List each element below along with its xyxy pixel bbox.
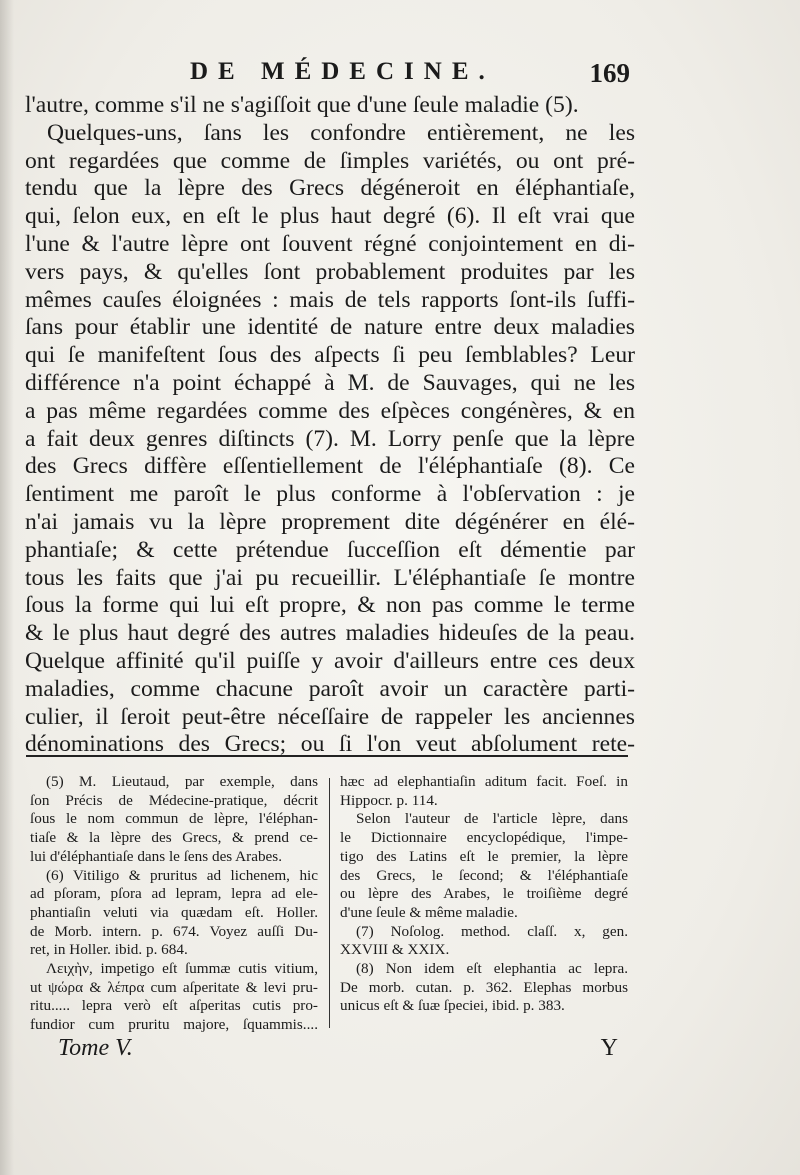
body-line: vers pays, & qu'elles ſont probablement produites par les bbox=[25, 258, 635, 285]
body-line: a fait deux genres diſtincts (7). M. Lorry penſe que la lèpre bbox=[25, 425, 635, 452]
body-line: qui, ſelon eux, en eſt le plus haut degré (6). Il eſt vrai que bbox=[25, 203, 635, 230]
body-line: l'autre, comme s'il ne s'agiſſoit que d'une ſeule maladie (5). bbox=[25, 92, 579, 118]
body-line: a pas même regardées comme des eſpèces congénères, & en bbox=[25, 397, 635, 424]
body-line: ſans pour établir une identité de nature entre deux maladies bbox=[25, 314, 635, 341]
footnote-line: phantiaſin veluti via quædam eſt. Holler. bbox=[30, 903, 318, 921]
footnote-line: ret, in Holler. ibid. p. 684. bbox=[30, 941, 188, 959]
footnotes-left-column bbox=[30, 773, 318, 1035]
body-line: tendu que la lèpre des Grecs dégéneroit en éléphantiaſe, bbox=[25, 175, 635, 202]
body-line: tous les faits que j'ai pu recueillir. L'éléphantiaſe ſe montre bbox=[25, 564, 635, 591]
footnote-column-divider bbox=[329, 778, 330, 1028]
signature-mark: Y bbox=[600, 1035, 618, 1061]
footnote-line: lui d'éléphantiaſe dans le ſens des Arabes. bbox=[30, 847, 282, 865]
footnote-rule bbox=[26, 755, 628, 757]
footnote-line: ſous le nom commun de lèpre, l'éléphan- bbox=[30, 810, 318, 828]
footnote-line: (6) Vitiligo & pruritus ad lichenem, hic bbox=[46, 866, 318, 884]
footnote-line: tigo des Latins eſt le premier, la lèpre bbox=[340, 847, 628, 865]
body-line: ſous la forme qui lui eſt propre, & non pas comme le terme bbox=[25, 592, 635, 619]
footnote-line: ſon Précis de Médecine-pratique, décrit bbox=[30, 791, 318, 809]
footnote-line: Hippocr. p. 114. bbox=[340, 791, 438, 809]
footnote-line: De morb. cutan. p. 362. Elephas morbus bbox=[340, 978, 628, 996]
body-line: ſentiment me paroît le plus conforme à l'obſervation : je bbox=[25, 481, 635, 508]
body-line: Quelques-uns, ſans les confondre entièrement, ne les bbox=[47, 119, 635, 146]
footnote-line: (7) Noſolog. method. claſſ. x, gen. bbox=[356, 922, 628, 940]
footnote-line: de Morb. intern. p. 674. Voyez auſſi Du- bbox=[30, 922, 318, 940]
footnote-line: Λειχὴν, impetigo eſt ſummæ cutis vitium, bbox=[46, 960, 318, 978]
body-line: maladies, comme chacune paroît avoir un caractère parti- bbox=[25, 675, 635, 702]
page-number: 169 bbox=[589, 58, 630, 88]
page-header bbox=[190, 58, 630, 94]
footnote-line: le Dictionnaire encyclopédique, l'impe- bbox=[340, 829, 628, 847]
footnote-line: tiaſe & la lèpre des Grecs, & prend ce- bbox=[30, 829, 318, 847]
body-line: ont regardées que comme de ſimples variétés, ou ont pré- bbox=[25, 147, 635, 174]
footnote-line: XXVIII & XXIX. bbox=[340, 941, 450, 959]
footnote-line: des Grecs, le ſecond; & l'éléphantiaſe bbox=[340, 866, 628, 884]
page-footer bbox=[58, 1035, 618, 1065]
footnote-line: ou lèpre des Arabes, le troiſième degré bbox=[340, 885, 628, 903]
body-line: phantiaſe; & cette prétendue ſucceſſion eſt démentie par bbox=[25, 536, 635, 563]
footnote-line: ad pſoram, pſora ad lepram, lepra ad ele- bbox=[30, 885, 318, 903]
body-line: n'ai jamais vu la lèpre proprement dite dégénérer en élé- bbox=[25, 508, 635, 535]
body-line: l'une & l'autre lèpre ont ſouvent régné conjointement en di- bbox=[25, 230, 635, 257]
running-title: DE MÉDECINE. bbox=[190, 58, 495, 85]
footnote-line: ritu..... lepra verò eſt aſperitas cutis pro- bbox=[30, 997, 318, 1015]
footnote-line: Selon l'auteur de l'article lèpre, dans bbox=[356, 810, 628, 828]
footnote-line: unicus eſt & ſuæ ſpeciei, ibid. p. 383. bbox=[340, 997, 565, 1015]
footnote-line: (5) M. Lieutaud, par exemple, dans bbox=[46, 773, 318, 790]
footnotes-right-column bbox=[340, 773, 628, 1016]
body-line: culier, il ſeroit peut-être néceſſaire de rappeler les anciennes bbox=[25, 703, 635, 730]
body-line: mêmes cauſes éloignées : mais de tels rapports ſont-ils ſuffi- bbox=[25, 286, 635, 313]
footnote-line: ut ψώρα & λέπρα cum aſperitate & levi pru- bbox=[30, 978, 318, 996]
body-line: des Grecs diffère eſſentiellement de l'éléphantiaſe (8). Ce bbox=[25, 453, 635, 480]
body-line: qui ſe manifeſtent ſous des aſpects ſi peu ſemblables? Leur bbox=[25, 342, 635, 369]
body-line: & le plus haut degré des autres maladies hideuſes de la peau. bbox=[25, 620, 635, 647]
body-line: dénominations des Grecs; ou ſi l'on veut abſolument rete- bbox=[25, 731, 635, 758]
volume-label: Tome V. bbox=[58, 1035, 133, 1061]
body-text bbox=[25, 92, 635, 759]
body-line: différence n'a point échappé à M. de Sauvages, qui ne les bbox=[25, 369, 635, 396]
footnote-line: d'une ſeule & même maladie. bbox=[340, 903, 518, 921]
footnote-line: fundior cum pruritu majore, ſquammis.... bbox=[30, 1016, 318, 1034]
body-line: Quelque affinité qu'il puiſſe y avoir d'ailleurs entre ces deux bbox=[25, 647, 635, 674]
binding-shadow bbox=[0, 0, 14, 1175]
footnote-line: hæc ad elephantiaſin aditum facit. Foeſ. in bbox=[340, 773, 628, 790]
footnote-line: (8) Non idem eſt elephantia ac lepra. bbox=[356, 960, 628, 978]
